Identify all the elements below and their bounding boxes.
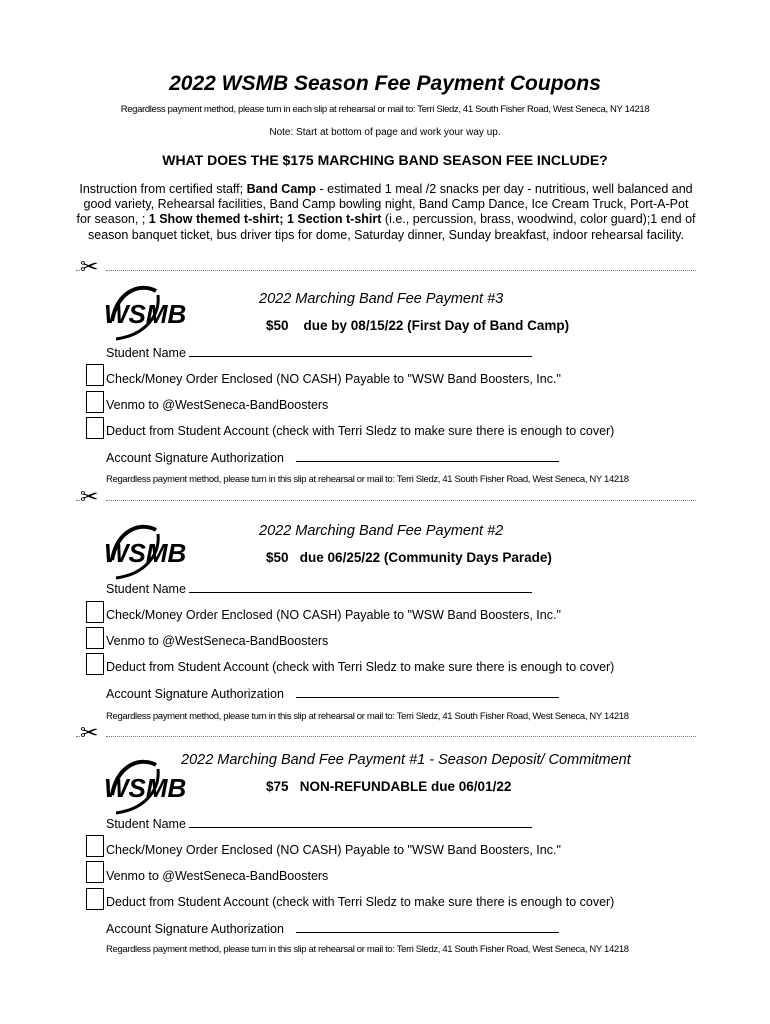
- coupon-1-title: 2022 Marching Band Fee Payment #1 - Season Deposit/ Commitment: [181, 752, 631, 768]
- deduct-option-checkbox[interactable]: [86, 888, 104, 910]
- scissors-icon: ✂: [80, 484, 99, 509]
- deduct-option-label: Deduct from Student Account (check with Terri Sledz to make sure there is enough to cover): [106, 895, 615, 909]
- slip-footer: Regardless payment method, please turn in this slip at rehearsal or mail to: Terri Sledz, 41 South Fisher Road, West Seneca, NY 14218: [106, 711, 629, 722]
- coupon-2-title: 2022 Marching Band Fee Payment #2: [259, 523, 504, 539]
- check-option-label: Check/Money Order Enclosed (NO CASH) Payable to "WSW Band Boosters, Inc.": [106, 372, 561, 386]
- coupon-3-amount: $50 due by 08/15/22 (First Day of Band Camp): [266, 318, 570, 333]
- wsmb-logo: [102, 281, 187, 341]
- check-option-label: Check/Money Order Enclosed (NO CASH) Payable to "WSW Band Boosters, Inc.": [106, 843, 561, 857]
- scissors-icon: ✂: [80, 254, 99, 279]
- venmo-option-checkbox[interactable]: [86, 627, 104, 649]
- svg-text:WSMB: WSMB: [104, 299, 187, 329]
- signature-field[interactable]: Account Signature Authorization: [106, 687, 559, 701]
- wsmb-logo: [102, 755, 187, 815]
- student-name-field[interactable]: Student Name: [106, 582, 532, 596]
- svg-text:WSMB: WSMB: [104, 773, 187, 803]
- check-option-checkbox[interactable]: [86, 364, 104, 386]
- scissors-icon: ✂: [80, 720, 99, 745]
- page-title: 2022 WSMB Season Fee Payment Coupons: [169, 72, 601, 95]
- venmo-option-label: Venmo to @WestSeneca-BandBoosters: [106, 634, 329, 648]
- deduct-option-label: Deduct from Student Account (check with Terri Sledz to make sure there is enough to cover): [106, 424, 615, 438]
- deduct-option-checkbox[interactable]: [86, 653, 104, 675]
- check-option-checkbox[interactable]: [86, 835, 104, 857]
- student-name-field[interactable]: Student Name: [106, 346, 532, 360]
- venmo-option-checkbox[interactable]: [86, 391, 104, 413]
- venmo-option-checkbox[interactable]: [86, 861, 104, 883]
- student-name-field[interactable]: Student Name: [106, 817, 532, 831]
- cut-line: [76, 254, 696, 279]
- fee-heading: WHAT DOES THE $175 MARCHING BAND SEASON FEE INCLUDE?: [162, 152, 608, 168]
- check-option-label: Check/Money Order Enclosed (NO CASH) Payable to "WSW Band Boosters, Inc.": [106, 608, 561, 622]
- check-option-checkbox[interactable]: [86, 601, 104, 623]
- venmo-option-label: Venmo to @WestSeneca-BandBoosters: [106, 398, 329, 412]
- venmo-option-label: Venmo to @WestSeneca-BandBoosters: [106, 869, 329, 883]
- coupon-1-amount: $75 NON-REFUNDABLE due 06/01/22: [266, 779, 512, 794]
- signature-field[interactable]: Account Signature Authorization: [106, 451, 559, 465]
- cut-line: [76, 720, 696, 745]
- page-subtitle: Regardless payment method, please turn in each slip at rehearsal or mail to: Terri Sledz, 41 South Fisher Road, West Seneca, NY 14218: [120, 104, 650, 115]
- slip-footer: Regardless payment method, please turn in this slip at rehearsal or mail to: Terri Sledz, 41 South Fisher Road, West Seneca, NY 14218: [106, 944, 629, 955]
- cut-line: [76, 484, 696, 509]
- fee-description: Instruction from certified staff; Band Camp - estimated 1 meal /2 snacks per day - nutritious, well balanced and good variety, Rehearsal facilities, Band Camp bowling night, Band Camp Dance, Ice Cream Truck, Port-A-Pot for season, ; 1 Show themed t-shirt; 1 Section t-shirt (i.e., percussion, brass, woodwind, color guard);1 end of season banquet ticket, bus driver tips for dome, Saturday dinner, Sunday breakfast, indoor rehearsal facility.: [76, 182, 696, 242]
- wsmb-logo: [102, 520, 187, 580]
- deduct-option-label: Deduct from Student Account (check with Terri Sledz to make sure there is enough to cover): [106, 660, 615, 674]
- slip-footer: Regardless payment method, please turn in this slip at rehearsal or mail to: Terri Sledz, 41 South Fisher Road, West Seneca, NY 14218: [106, 474, 629, 485]
- signature-field[interactable]: Account Signature Authorization: [106, 922, 559, 936]
- coupon-2-amount: $50 due 06/25/22 (Community Days Parade): [266, 550, 552, 565]
- svg-text:WSMB: WSMB: [104, 538, 187, 568]
- page-note: Note: Start at bottom of page and work your way up.: [269, 127, 501, 138]
- coupon-3-title: 2022 Marching Band Fee Payment #3: [259, 291, 504, 307]
- deduct-option-checkbox[interactable]: [86, 417, 104, 439]
